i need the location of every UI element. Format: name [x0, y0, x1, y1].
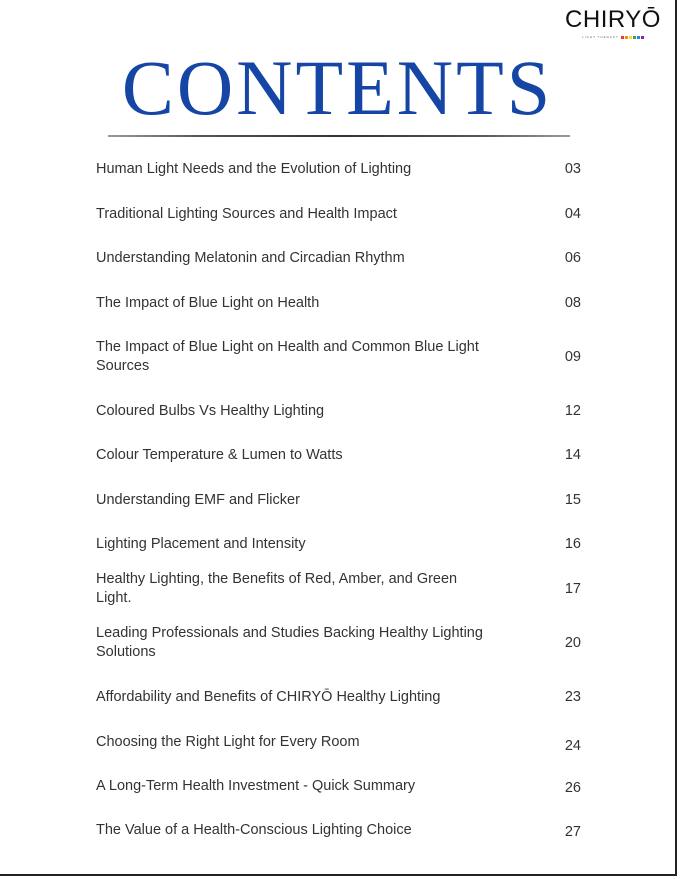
toc-entry[interactable]: [96, 481, 586, 519]
toc-entry-page: 14: [564, 447, 581, 463]
toc-entry-title: Lighting Placement and Intensity: [96, 535, 306, 552]
logo-subline: [563, 35, 663, 39]
toc-entry[interactable]: [96, 436, 586, 474]
toc-entry-page: 04: [564, 206, 581, 222]
toc-entry-page: 17: [564, 581, 581, 597]
logo-dot: [641, 36, 644, 39]
toc-entry-title: Coloured Bulbs Vs Healthy Lighting: [96, 402, 325, 419]
toc-entry-page: 06: [564, 250, 581, 266]
brand-logo: [563, 6, 663, 39]
toc-entry-page: 20: [564, 635, 581, 651]
logo-wordmark: CHIRYŌ: [565, 6, 661, 33]
toc-entry-title: Traditional Lighting Sources and Health Impact: [96, 205, 397, 222]
toc-entry[interactable]: [96, 239, 586, 277]
toc-entry-page: 16: [564, 536, 581, 552]
toc-entry-page: 24: [564, 738, 581, 754]
toc-entry-page: 08: [564, 295, 581, 311]
toc-entry-title: The Impact of Blue Light on Health: [96, 294, 320, 311]
toc-entry-page: 15: [564, 492, 581, 508]
logo-color-dots: [621, 36, 644, 39]
toc-entry-page: 12: [564, 403, 581, 419]
toc-entry-title: The Impact of Blue Light on Health and Common Blue Light Sources: [96, 339, 479, 374]
toc-entry[interactable]: [96, 767, 586, 805]
toc-entry-page: 23: [564, 689, 581, 705]
toc-entry-title: Affordability and Benefits of CHIRYŌ Healthy Lighting: [96, 688, 441, 705]
title-divider: [108, 135, 570, 137]
toc-entry[interactable]: [96, 392, 586, 430]
toc-entry-title: Colour Temperature & Lumen to Watts: [96, 446, 343, 463]
page-title: CONTENTS: [121, 44, 554, 131]
toc-entry-title: Leading Professionals and Studies Backing Healthy Lighting Solutions: [96, 625, 483, 660]
toc-entry[interactable]: [96, 811, 586, 849]
toc-entry-page: 27: [564, 824, 581, 840]
logo-dot: [625, 36, 628, 39]
logo-tagline: LIGHT THERAPY: [582, 35, 619, 39]
toc-entry[interactable]: [96, 284, 586, 322]
logo-dot: [637, 36, 640, 39]
toc-entry-page: 03: [564, 161, 581, 177]
toc-entry-title: Choosing the Right Light for Every Room: [96, 733, 360, 750]
toc-entry-title: Healthy Lighting, the Benefits of Red, Amber, and Green Light.: [96, 571, 458, 606]
toc-entry[interactable]: [96, 570, 586, 608]
toc-entry-title: Understanding EMF and Flicker: [96, 491, 300, 508]
toc-entry[interactable]: [96, 525, 586, 563]
toc-entry-title: A Long-Term Health Investment - Quick Summary: [96, 777, 416, 794]
toc-entry-page: 09: [564, 349, 581, 365]
toc-entry-title: Human Light Needs and the Evolution of Lighting: [96, 160, 412, 177]
toc-entry[interactable]: [96, 337, 586, 377]
toc-entry[interactable]: [96, 723, 586, 761]
toc-entry-page: 26: [564, 780, 581, 796]
toc-entry-title: The Value of a Health-Conscious Lighting Choice: [96, 821, 412, 838]
toc-entry[interactable]: [96, 150, 586, 188]
toc-entry[interactable]: [96, 623, 586, 663]
toc-entry[interactable]: [96, 195, 586, 233]
toc-entry[interactable]: [96, 678, 586, 716]
logo-dot: [621, 36, 624, 39]
logo-dot: [633, 36, 636, 39]
toc-entry-title: Understanding Melatonin and Circadian Rhythm: [96, 249, 405, 266]
logo-dot: [629, 36, 632, 39]
